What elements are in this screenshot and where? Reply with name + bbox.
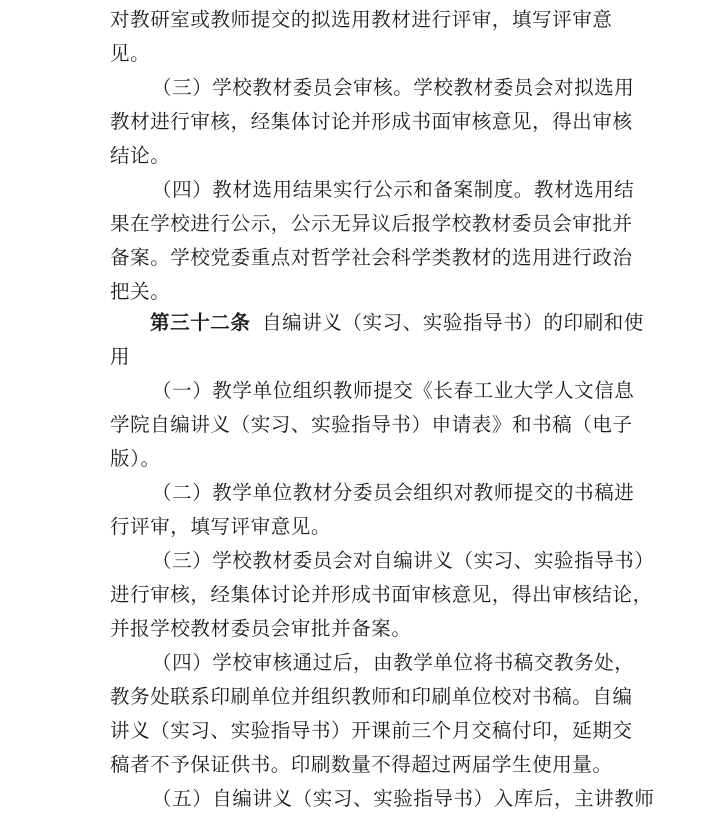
text-line: （五）自编讲义（实习、实验指导书）入库后，主讲教师 bbox=[152, 787, 655, 810]
text-line: 版）。 bbox=[110, 447, 161, 470]
text-line: （一）教学单位组织教师提交《长春工业大学人文信息 bbox=[152, 379, 635, 402]
text-line: 结论。 bbox=[110, 144, 171, 167]
text-line: 见。 bbox=[110, 42, 151, 65]
text-line: 进行审核，经集体讨论并形成书面审核意见，得出审核结论， bbox=[110, 583, 653, 606]
text-line: 备案。学校党委重点对哲学社会科学类教材的选用进行政治 bbox=[110, 246, 633, 269]
text-line: （三）学校教材委员会审核。学校教材委员会对拟选用 bbox=[152, 76, 635, 99]
text-line: 把关。 bbox=[110, 280, 171, 303]
text-line: 教材进行审核，经集体讨论并形成书面审核意见，得出审核 bbox=[110, 110, 633, 133]
text-line: 教务处联系印刷单位并组织教师和印刷单位校对书稿。自编 bbox=[110, 685, 633, 708]
text-line: （三）学校教材委员会对自编讲义（实习、实验指导书） bbox=[152, 549, 655, 572]
text-line: 用 bbox=[110, 345, 131, 368]
text-line: 学院自编讲义（实习、实验指导书）申请表》和书稿（电子 bbox=[110, 413, 633, 436]
text-line: 讲义（实习、实验指导书）开课前三个月交稿付印，延期交 bbox=[110, 719, 633, 742]
text-line: （四）学校审核通过后，由教学单位将书稿交教务处， bbox=[152, 651, 635, 674]
text-line: 行评审，填写评审意见。 bbox=[110, 515, 332, 538]
text-line: （二）教学单位教材分委员会组织对教师提交的书稿进 bbox=[152, 481, 635, 504]
text-line: 对教研室或教师提交的拟选用教材进行评审，填写评审意 bbox=[110, 8, 613, 31]
text-line: （四）教材选用结果实行公示和备案制度。教材选用结 bbox=[152, 178, 635, 201]
text-line: 稿者不予保证供书。印刷数量不得超过两届学生使用量。 bbox=[110, 753, 613, 776]
article-number: 第三十二条 bbox=[150, 311, 251, 334]
article-subject: 自编讲义（实习、实验指导书）的印刷和使 bbox=[262, 311, 644, 334]
text-line: 果在学校进行公示，公示无异议后报学校教材委员会审批并 bbox=[110, 212, 633, 235]
text-line: 并报学校教材委员会审批并备案。 bbox=[110, 617, 412, 640]
